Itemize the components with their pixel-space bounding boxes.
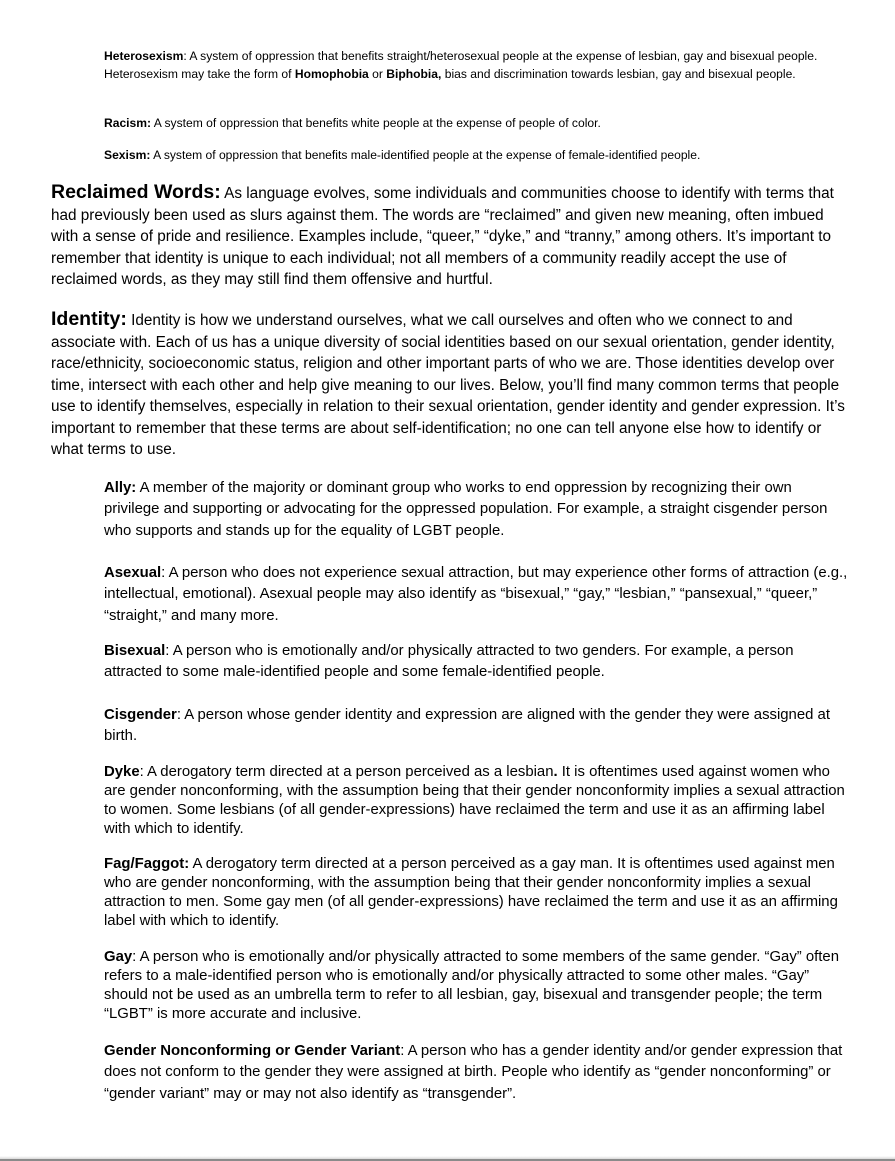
term-entry-cisgender: Cisgender: A person whose gender identity and expression are aligned with the gender they were assigned at birth. (104, 707, 830, 745)
term-racism: Racism: (104, 116, 152, 130)
term-entry-bisexual: Bisexual: A person who is emotionally and/or physically attracted to two genders. For example, a person attracted to some male-identified people and some female-identified people. (104, 643, 794, 681)
term-entry-gay: Gay: A person who is emotionally and/or physically attracted to some members of the same gender. “Gay” often refers to a male-identified person who is emotionally and/or physically attracted to some other males. “Gay” should not be used as an umbrella term to refer to all lesbian, gay, bisexual and transgender people; the term “LGBT” is more accurate and inclusive. (104, 949, 839, 1022)
term-entry-fag-faggot: Fag/Faggot: A derogatory term directed at a person perceived as a gay man. It is oftentimes used against men who are gender nonconforming, with the assumption being that their gender nonconformity implies a sexual attraction to men. Some gay men (of all gender-expressions) have reclaimed the term and use it as an affirming label with which to identify. (104, 856, 838, 929)
term-entry-gender-nonconforming: Gender Nonconforming or Gender Variant: A person who has a gender identity and/or gender expression that does not conform to the gender they were assigned at birth. People who identify as “gender nonconforming” or “gender variant” may or may not also identify as “transgender”. (104, 1043, 843, 1102)
section-heading-identity: Identity: (51, 308, 127, 330)
term-homophobia: Homophobia (294, 66, 369, 81)
term-entry-asexual: Asexual: A person who does not experience sexual attraction, but may experience other forms of attraction (e.g., intellectual, emotional). Asexual people may also identify as “bisexual,” “gay,” “lesbian,” “pansexual,” “queer,” “straight,” and many more. (104, 565, 848, 624)
definition-racism: Racism: A system of oppression that benefits white people at the expense of people of color. (104, 116, 601, 130)
definition-sexism: Sexism: A system of oppression that benefits male-identified people at the expense of female-identified people. (104, 148, 701, 162)
term-biphobia: Biphobia, (386, 66, 442, 81)
term-entry-dyke: Dyke: A derogatory term directed at a person perceived as a lesbian. It is oftentimes used against women who are gender nonconforming, with the assumption being that their gender nonconformity implies a sexual attraction to women. Some lesbians (of all gender-expressions) have reclaimed the term and use it as an affirming label with which to identify. (104, 764, 845, 837)
term-entry-ally: Ally: A member of the majority or dominant group who works to end oppression by recognizing their own privilege and supporting or advocating for the oppressed population. For example, a straight cisgender person who supports and stands up for the equality of LGBT people. (104, 480, 828, 539)
section-heading-reclaimed-words: Reclaimed Words: (51, 181, 221, 203)
term-heterosexism: Heterosexism (104, 49, 184, 63)
section-reclaimed-words: Reclaimed Words: As language evolves, some individuals and communities choose to identify with terms that had previously been used as slurs against them. The words are “reclaimed” and given new meaning, often imbued with a sense of pride and resilience. Examples include, “queer,” “dyke,” and “tranny,” among others. It’s important to remember that identity is unique to each individual; not all members of a community readily accept the use of reclaimed words, as they may still find them offensive and hurtful. (51, 181, 834, 288)
definition-heterosexism: Heterosexism: A system of oppression that benefits straight/heterosexual people at the expense of lesbian, gay and bisexual people. Heterosexism may take the form of Homophobia or Biphobia, bias and discrimination towards lesbian, gay and bisexual people. (104, 49, 818, 81)
term-sexism: Sexism: (104, 148, 151, 162)
section-identity: Identity: Identity is how we understand ourselves, what we call ourselves and often who we connect to and associate with. Each of us has a unique diversity of social identities based on our sexual orientation, gender identity, race/ethnicity, socioeconomic status, religion and other important parts of who we are. Those identities develop over time, intersect with each other and help give meaning to our lives. Below, you’ll find many common terms that people use to identify themselves, especially in relation to their sexual orientation, gender identity and gender expression. It’s important to remember that these terms are about self-identification; no one can tell anyone else how to identify or what terms to use. (51, 308, 845, 458)
